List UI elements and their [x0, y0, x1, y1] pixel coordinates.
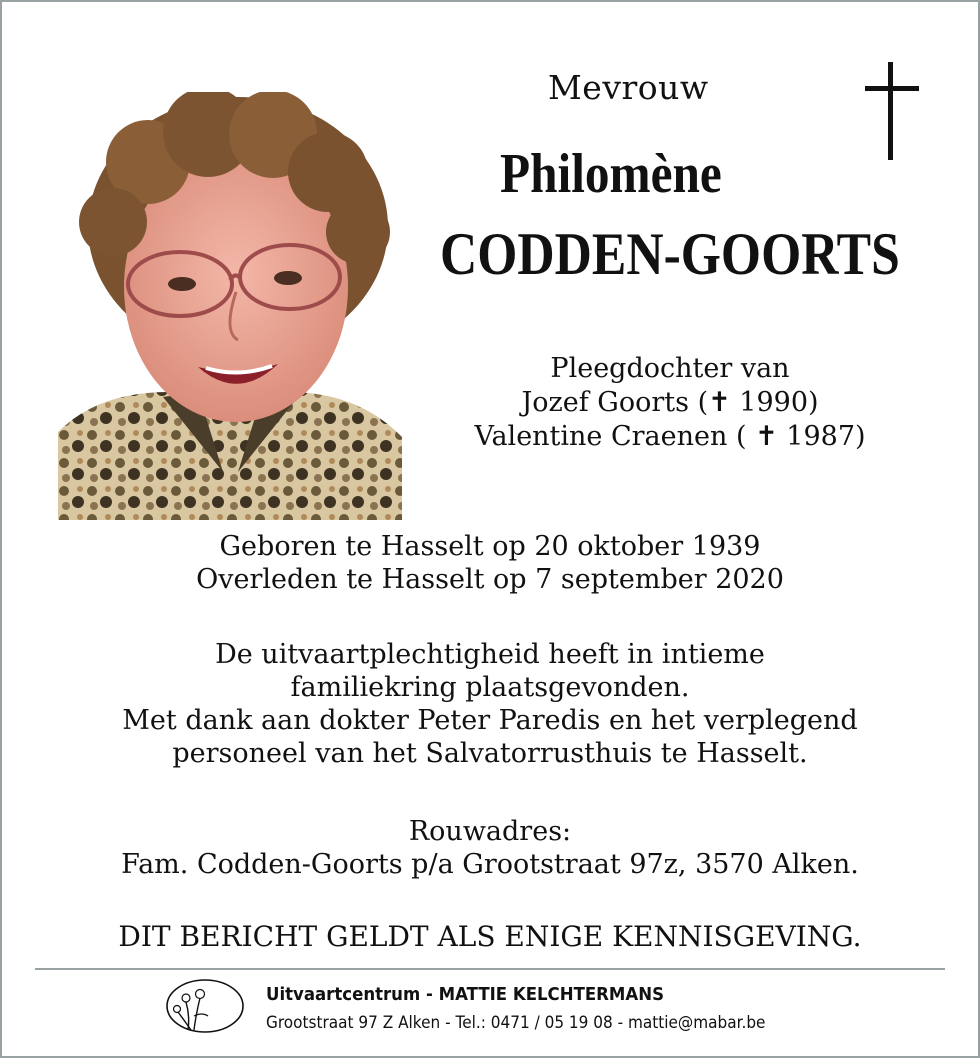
relation-line: Valentine Craenen ( ✝ 1987) [474, 421, 866, 452]
salutation: Mevrouw [548, 68, 709, 107]
ceremony-line: personeel van het Salvatorrusthuis te Hasselt. [172, 738, 808, 769]
death-line: Overleden te Hasselt op 7 september 2020 [196, 564, 784, 595]
portrait-photo [58, 92, 402, 520]
address-label: Rouwadres: [408, 816, 572, 847]
birth-line: Geboren te Hasselt op 20 oktober 1939 [219, 531, 761, 562]
relation-line: Jozef Goorts (✝ 1990) [521, 387, 819, 418]
closing-text: DIT BERICHT GELDT ALS ENIGE KENNISGEVING. [118, 920, 862, 953]
dates-block [40, 530, 940, 596]
funeral-home-name: Uitvaartcentrum - MATTIE KELCHTERMANS [266, 984, 665, 1005]
first-name: Philomène [500, 143, 722, 205]
closing-notice [40, 920, 940, 953]
ceremony-line: De uitvaartplechtigheid heeft in intieme [215, 639, 765, 670]
funeral-home-contact: Grootstraat 97 Z Alken - Tel.: 0471 / 05 19 08 - mattie@mabar.be [266, 1013, 766, 1033]
flower-logo-icon [164, 976, 246, 1036]
ceremony-line: Met dank aan dokter Peter Paredis en het verplegend [122, 705, 858, 736]
latin-cross-icon [862, 62, 922, 160]
ceremony-line: familiekring plaatsgevonden. [290, 672, 690, 703]
footer-divider [35, 968, 945, 970]
address-block [40, 815, 940, 881]
relation-line: Pleegdochter van [550, 353, 790, 384]
relation-block [420, 352, 920, 454]
ceremony-block [40, 638, 940, 770]
address-line: Fam. Codden-Goorts p/a Grootstraat 97z, 3570 Alken. [121, 849, 859, 880]
last-name: CODDEN-GOORTS [440, 221, 900, 287]
